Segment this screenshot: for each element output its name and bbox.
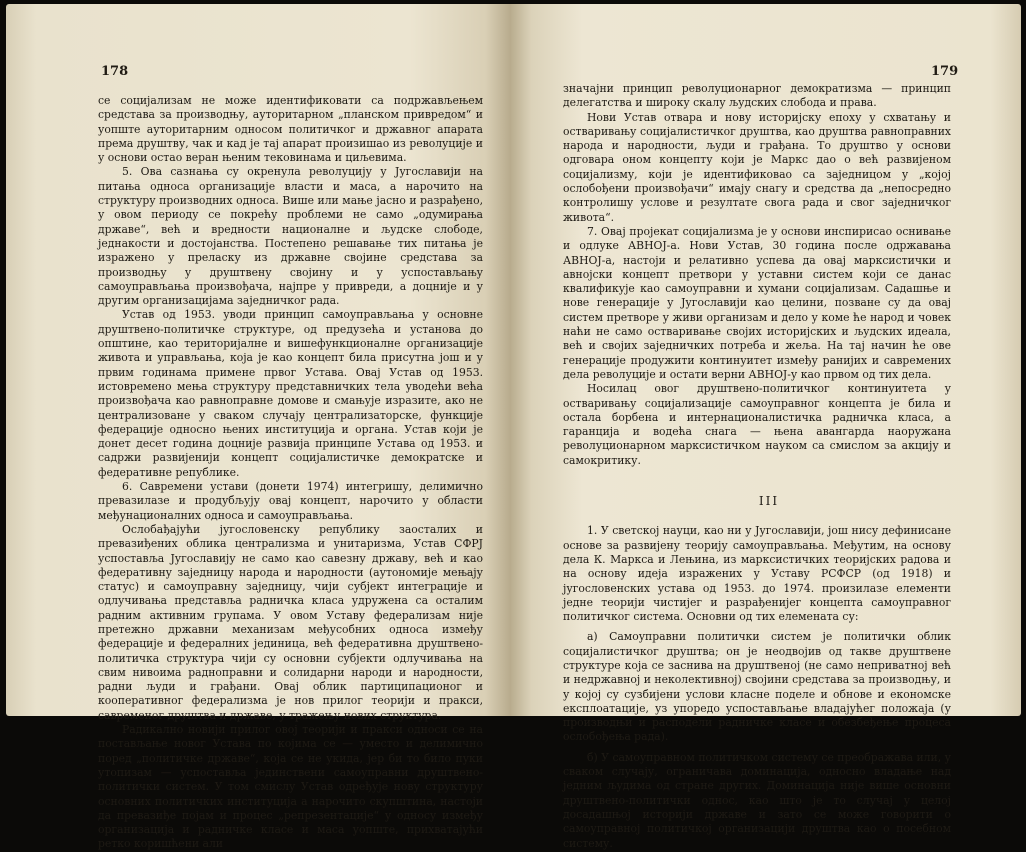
paragraph: 6. Савремени устави (донети 1974) интегришу, делимично превазилазе и продубљују овај концепт, нарочито у области међунационалних односа и самоуправљања. (98, 480, 483, 522)
paragraph: се социјализам не може идентификовати са подржављењем средстава за производњу, ауторитарном „планском привредом“ и уопште ауторитарним односом политичког и државног апарата према друштву, чак и кад је тај апарат произишао из револуције и у основи остао веран њеним тековинама и циљевима. (98, 94, 483, 165)
paragraph: значајни принцип револуционарног демократизма — принцип делегатства и широку скалу људских слобода и права. (563, 82, 951, 110)
paragraph: Устав од 1953. уводи принцип самоуправљања у основне друштвено-политичке структуре, од предузећа и установа до општине, као територијалне и вишефункционалне организације живота и управљања, која је као концепт била присутна још и у првим годинама примене првог Устава. Овај Устав од 1953. истовремено мења структуру представничких тела уводећи већа произвођача као равноправне домове и смањује изразите, ако не централизоване у сваком случају централизаторске, функције федерације односно њених институција и органа. Устав који је донет десет година доцније развија принципе Устава од 1953. и садржи развијенији концепт социјалистичке демократске и федеративне републике. (98, 308, 483, 479)
page-number-left: 178 (101, 64, 129, 79)
right-page (511, 4, 1021, 850)
list-item: а) Самоуправни политички систем је политички облик социјалистичког друштва; он је неодвојив од такве друштвене структуре која се заснива на друштвеној (не само неприватној већ и недржавној и неколективној) својини средстава за производњу, и у којој су сузбијени услови класне поделе и обнове и економске експлоатације, уз упоредо успостављање владајућег положаја (у производњи и расподели радничке класе и обезбеђење процеса ослобођења рада). (563, 630, 951, 744)
left-page-text (98, 94, 483, 852)
left-page (6, 4, 511, 851)
paragraph: Радикално новији прилог овој теорији и пракси односи се на постављање новог Устава по којима се — уместо и делимично поред „политичке државе“, која се не укида, јер би то било пуки утопизам — успоставља јединствени самоуправни друштвено-политички систем. У том смислу Устав одређује нову структуру основних политичких институција а нарочито скупштина, настоји да превазиђе појам и процес „репрезентације“ у односу између организација и радничке класе и маса уопште, прихватајући ретко коришћени али (98, 723, 483, 851)
paragraph: 1. У светској науци, као ни у Југославији, још нису дефинисане основе за развијену теорију самоуправљања. Међутим, на основу дела К. Маркса и Лењина, из марксистичких теоријских радова и на основу идеја изражених у Уставу РСФСР (од 1918) и југословенских устава од 1953. до 1974. произилазе елементи једне теорији чистијег и разрађенијег концепта самоуправног политичког система. Основни од тих елемената су: (563, 524, 951, 624)
book-spread (6, 4, 1021, 851)
right-page-text (563, 82, 951, 851)
section-heading: III (758, 494, 780, 509)
paragraph: Носилац овог друштвено-политичког континуитета у остваривању социјализације самоуправног концепта је била и остала борбена и интернационалистичка радничка класа, а гаранција и водећа снага — њена авангарда наоружана револуционарном марксистичком науком са смислом за акцију и самокритику. (563, 382, 951, 467)
paragraph: Ослобађајући југословенску републику заосталих и превазиђених облика централизма и унитаризма, Устав СФРЈ успоставља Југославију не само као савезну државу, већ и као федеративну заједницу народа и народности (аутономије мењају статус) и самоуправну заједницу, чији субјект интеграције и одлучивања представља радничка класа удружена са осталим радним активним групама. У овом Уставу федерализам није претежно државни механизам међусобних односа између федерације и федералних јединица, већ федеративна друштвено-политичка структура чији су основни субјекти одлучивања на свим нивоима радноправни и солидарни народи и народности, радни људи и грађани. Овај облик партиципационог и кооперативног федерализма је нов прилог теорији и пракси, савременог друштва и државе, у тражењу нових структура. (98, 522, 483, 722)
paragraph: Нови Устав отвара и нову историјску епоху у схватању и остваривању социјалистичког друштва, као друштва равноправних народа и народности, људи и грађана. То друштво у основи одговара оном концепту који је Маркс дао о већ развијеном социјализму, који је идентификовао са заједницом у „којој ослобођени произвођачи“ имају снагу и средства да „непосредно контролишу услове и резултате свога рада и свог заједничког живота“. (563, 110, 951, 224)
paragraph: 7. Овај пројекат социјализма је у основи инспирисао оснивање и одлуке АВНОЈ-а. Нови Устав, 30 година после одржавања АВНОЈ-а, настоји и релативно успева да овај марксистички и авнојски концепт претвори у уставни систем који се данас квалификује као самоуправни и хумани социјализам. Садашње и нове генерације у Југославији као целини, позване су да овај систем претворе у живи организам и дело у коме ће народ и човек наћи не само остваривање својих историјских и људских идеала, већ и својих заједничких потреба и жеља. На тај начин ће ове генерације продужити континуитет између ранијих и савремених дела револуције и остати верни АВНОЈ-у као првом од тих дела. (563, 224, 951, 381)
paragraph: 5. Ова сазнања су окренула револуцију у Југославији на питања односа организације власти и маса, а нарочито на структуру производних односа. Више или мање јасно и разрађено, у овом периоду се покрећу проблеми не само „одумирања државе“, већ и вредности националне и људске слободе, једнакости и достојанства. Постепено решавање тих питања је изражено у преласку из државне својине средстава за производњу у друштвену својину и у успостављању самоуправљања произвођача, најпре у привреди, а доцније и у другим организацијама заједничког рада. (98, 165, 483, 308)
list-item: б) У самоуправном политичком систему се преображава или, у сваком случају, ограничава доминација, односно владање над једним људима од стране других. Доминација није више основни друштвено-политички однос, као што је то случај у целој досадашњој историји државе и зато се може говорити о самоуправној политичкој организацији друштва као о посебном систему. (563, 750, 951, 850)
page-number-right: 179 (931, 64, 959, 79)
